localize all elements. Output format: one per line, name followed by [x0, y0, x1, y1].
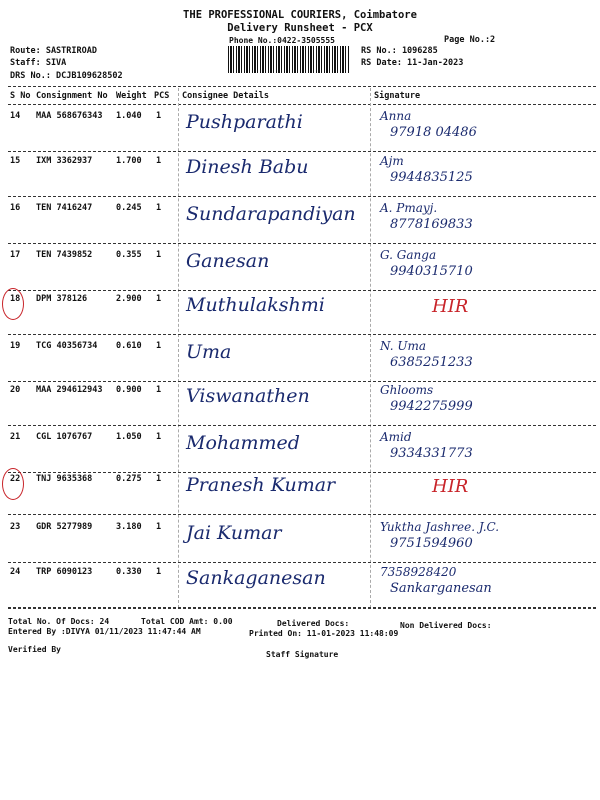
row-signature: G. Ganga [380, 248, 437, 262]
row-sno: 20 [10, 385, 21, 395]
row-weight: 3.180 [116, 522, 142, 532]
table-row [0, 381, 600, 427]
rs-date: RS Date: 11-Jan-2023 [361, 58, 464, 68]
row-signature: N. Uma [380, 339, 427, 353]
barcode [228, 46, 350, 73]
row-weight: 1.040 [116, 111, 142, 121]
row-divider [8, 196, 596, 197]
row-consignment: CGL 1076767 [36, 432, 93, 442]
row-phone: 8778169833 [390, 217, 473, 232]
red-circle-mark [2, 468, 24, 500]
row-consignee-name: Pranesh Kumar [186, 474, 336, 496]
row-consignment: MAA 568676343 [36, 111, 103, 121]
row-signature: Ghlooms [380, 383, 434, 397]
page-number: Page No.:2 [444, 35, 496, 45]
row-consignment: MAA 294612943 [36, 385, 103, 395]
table-row [0, 337, 600, 383]
staff-label: Staff: SIVA [10, 58, 67, 68]
row-phone: 6385251233 [390, 355, 473, 370]
row-pcs: 1 [156, 567, 162, 577]
non-delivered-docs: Non Delivered Docs: [400, 621, 492, 630]
col-signature: Signature [374, 91, 421, 101]
row-weight: 0.355 [116, 250, 142, 260]
table-row [0, 428, 600, 474]
row-pcs: 1 [156, 432, 162, 442]
row-phone: 9940315710 [390, 264, 473, 279]
row-signature: Yuktha Jashree. J.C. [380, 520, 500, 534]
row-sno: 19 [10, 341, 21, 351]
row-pcs: 1 [156, 111, 162, 121]
row-consignment: DPM 378126 [36, 294, 88, 304]
row-weight: 1.050 [116, 432, 142, 442]
row-consignment: TRP 6090123 [36, 567, 93, 577]
row-pcs: 1 [156, 203, 162, 213]
row-pcs: 1 [156, 522, 162, 532]
row-hir-mark: HIR [432, 296, 469, 317]
row-sno: 15 [10, 156, 21, 166]
staff-signature-label: Staff Signature [266, 650, 339, 659]
row-sno: 17 [10, 250, 21, 260]
rs-number: RS No.: 1096285 [361, 46, 438, 56]
row-weight: 1.700 [116, 156, 142, 166]
row-consignment: TEN 7439852 [36, 250, 93, 260]
delivered-docs: Delivered Docs: [277, 619, 350, 628]
row-consignee-name: Muthulakshmi [186, 294, 325, 316]
row-pcs: 1 [156, 250, 162, 260]
row-consignee-name: Sundarapandiyan [186, 203, 356, 225]
row-consignment: TEN 7416247 [36, 203, 93, 213]
row-divider [8, 514, 596, 515]
row-consignment: IXM 3362937 [36, 156, 93, 166]
row-signature: A. Pmayj. [380, 201, 438, 215]
drs-number: DRS No.: DCJB109628502 [10, 71, 123, 81]
row-phone: 9751594960 [390, 536, 473, 551]
row-consignee-name: Pushparathi [186, 111, 303, 133]
row-consignment: TCG 40356734 [36, 341, 98, 351]
table-row [0, 563, 600, 609]
row-sno: 24 [10, 567, 21, 577]
row-consignee-name: Jai Kumar [186, 522, 282, 544]
footer-divider [8, 608, 596, 609]
col-consignee: Consignee Details [182, 91, 269, 101]
row-consignee-name: Mohammed [186, 432, 300, 454]
column-divider [8, 104, 596, 105]
row-consignee-name: Ganesan [186, 250, 270, 272]
row-sno: 16 [10, 203, 21, 213]
col-consignment: Consignment No [36, 91, 108, 101]
row-consignment: GDR 5277989 [36, 522, 93, 532]
row-weight: 0.245 [116, 203, 142, 213]
row-signature: Ajm [380, 154, 404, 168]
table-row [0, 246, 600, 292]
row-weight: 0.330 [116, 567, 142, 577]
row-pcs: 1 [156, 341, 162, 351]
row-phone: 97918 04486 [390, 125, 477, 140]
total-cod: Total COD Amt: 0.00 [141, 617, 233, 626]
row-consignment: TNJ 9635368 [36, 474, 93, 484]
row-sno: 18 [10, 294, 21, 304]
table-row [0, 290, 600, 336]
total-docs: Total No. Of Docs: 24 [8, 617, 110, 626]
row-divider [8, 334, 596, 335]
table-row [0, 199, 600, 245]
col-sno: S No [10, 91, 31, 101]
row-divider [8, 425, 596, 426]
phone-number: Phone No.:0422-3505555 [229, 36, 335, 45]
row-pcs: 1 [156, 156, 162, 166]
row-weight: 0.610 [116, 341, 142, 351]
table-row [0, 518, 600, 564]
col-weight: Weight [116, 91, 147, 101]
document-title: Delivery Runsheet - PCX [227, 22, 373, 34]
row-signature: Anna [380, 109, 412, 123]
row-pcs: 1 [156, 385, 162, 395]
row-phone: 9944835125 [390, 170, 473, 185]
row-hir-mark: HIR [432, 476, 469, 497]
row-signature: Amid [380, 430, 412, 444]
header-divider [8, 86, 596, 87]
row-consignee-name: Viswanathen [186, 385, 310, 407]
row-sno: 23 [10, 522, 21, 532]
row-weight: 2.900 [116, 294, 142, 304]
route-label: Route: SASTRIROAD [10, 46, 97, 56]
row-consignee-name: Sankaganesan [186, 567, 326, 589]
row-pcs: 1 [156, 294, 162, 304]
entered-by: Entered By :DIVYA 01/11/2023 11:47:44 AM [8, 627, 201, 636]
row-sno: 21 [10, 432, 21, 442]
verified-by: Verified By [8, 645, 61, 654]
red-circle-mark [2, 288, 24, 320]
table-row [0, 152, 600, 198]
col-pcs: PCS [154, 91, 170, 101]
row-consignee-name: Dinesh Babu [186, 156, 309, 178]
row-phone: Sankarganesan [390, 581, 492, 596]
company-name: THE PROFESSIONAL COURIERS, Coimbatore [183, 9, 417, 21]
printed-on: Printed On: 11-01-2023 11:48:09 [249, 629, 399, 638]
row-sno: 14 [10, 111, 21, 121]
row-pcs: 1 [156, 474, 162, 484]
row-phone: 9942275999 [390, 399, 473, 414]
row-weight: 0.275 [116, 474, 142, 484]
row-consignee-name: Uma [186, 341, 232, 363]
row-sno: 22 [10, 474, 21, 484]
table-row [0, 107, 600, 153]
row-signature: 7358928420 [380, 565, 457, 579]
row-divider [8, 243, 596, 244]
table-row [0, 470, 600, 516]
row-phone: 9334331773 [390, 446, 473, 461]
row-weight: 0.900 [116, 385, 142, 395]
